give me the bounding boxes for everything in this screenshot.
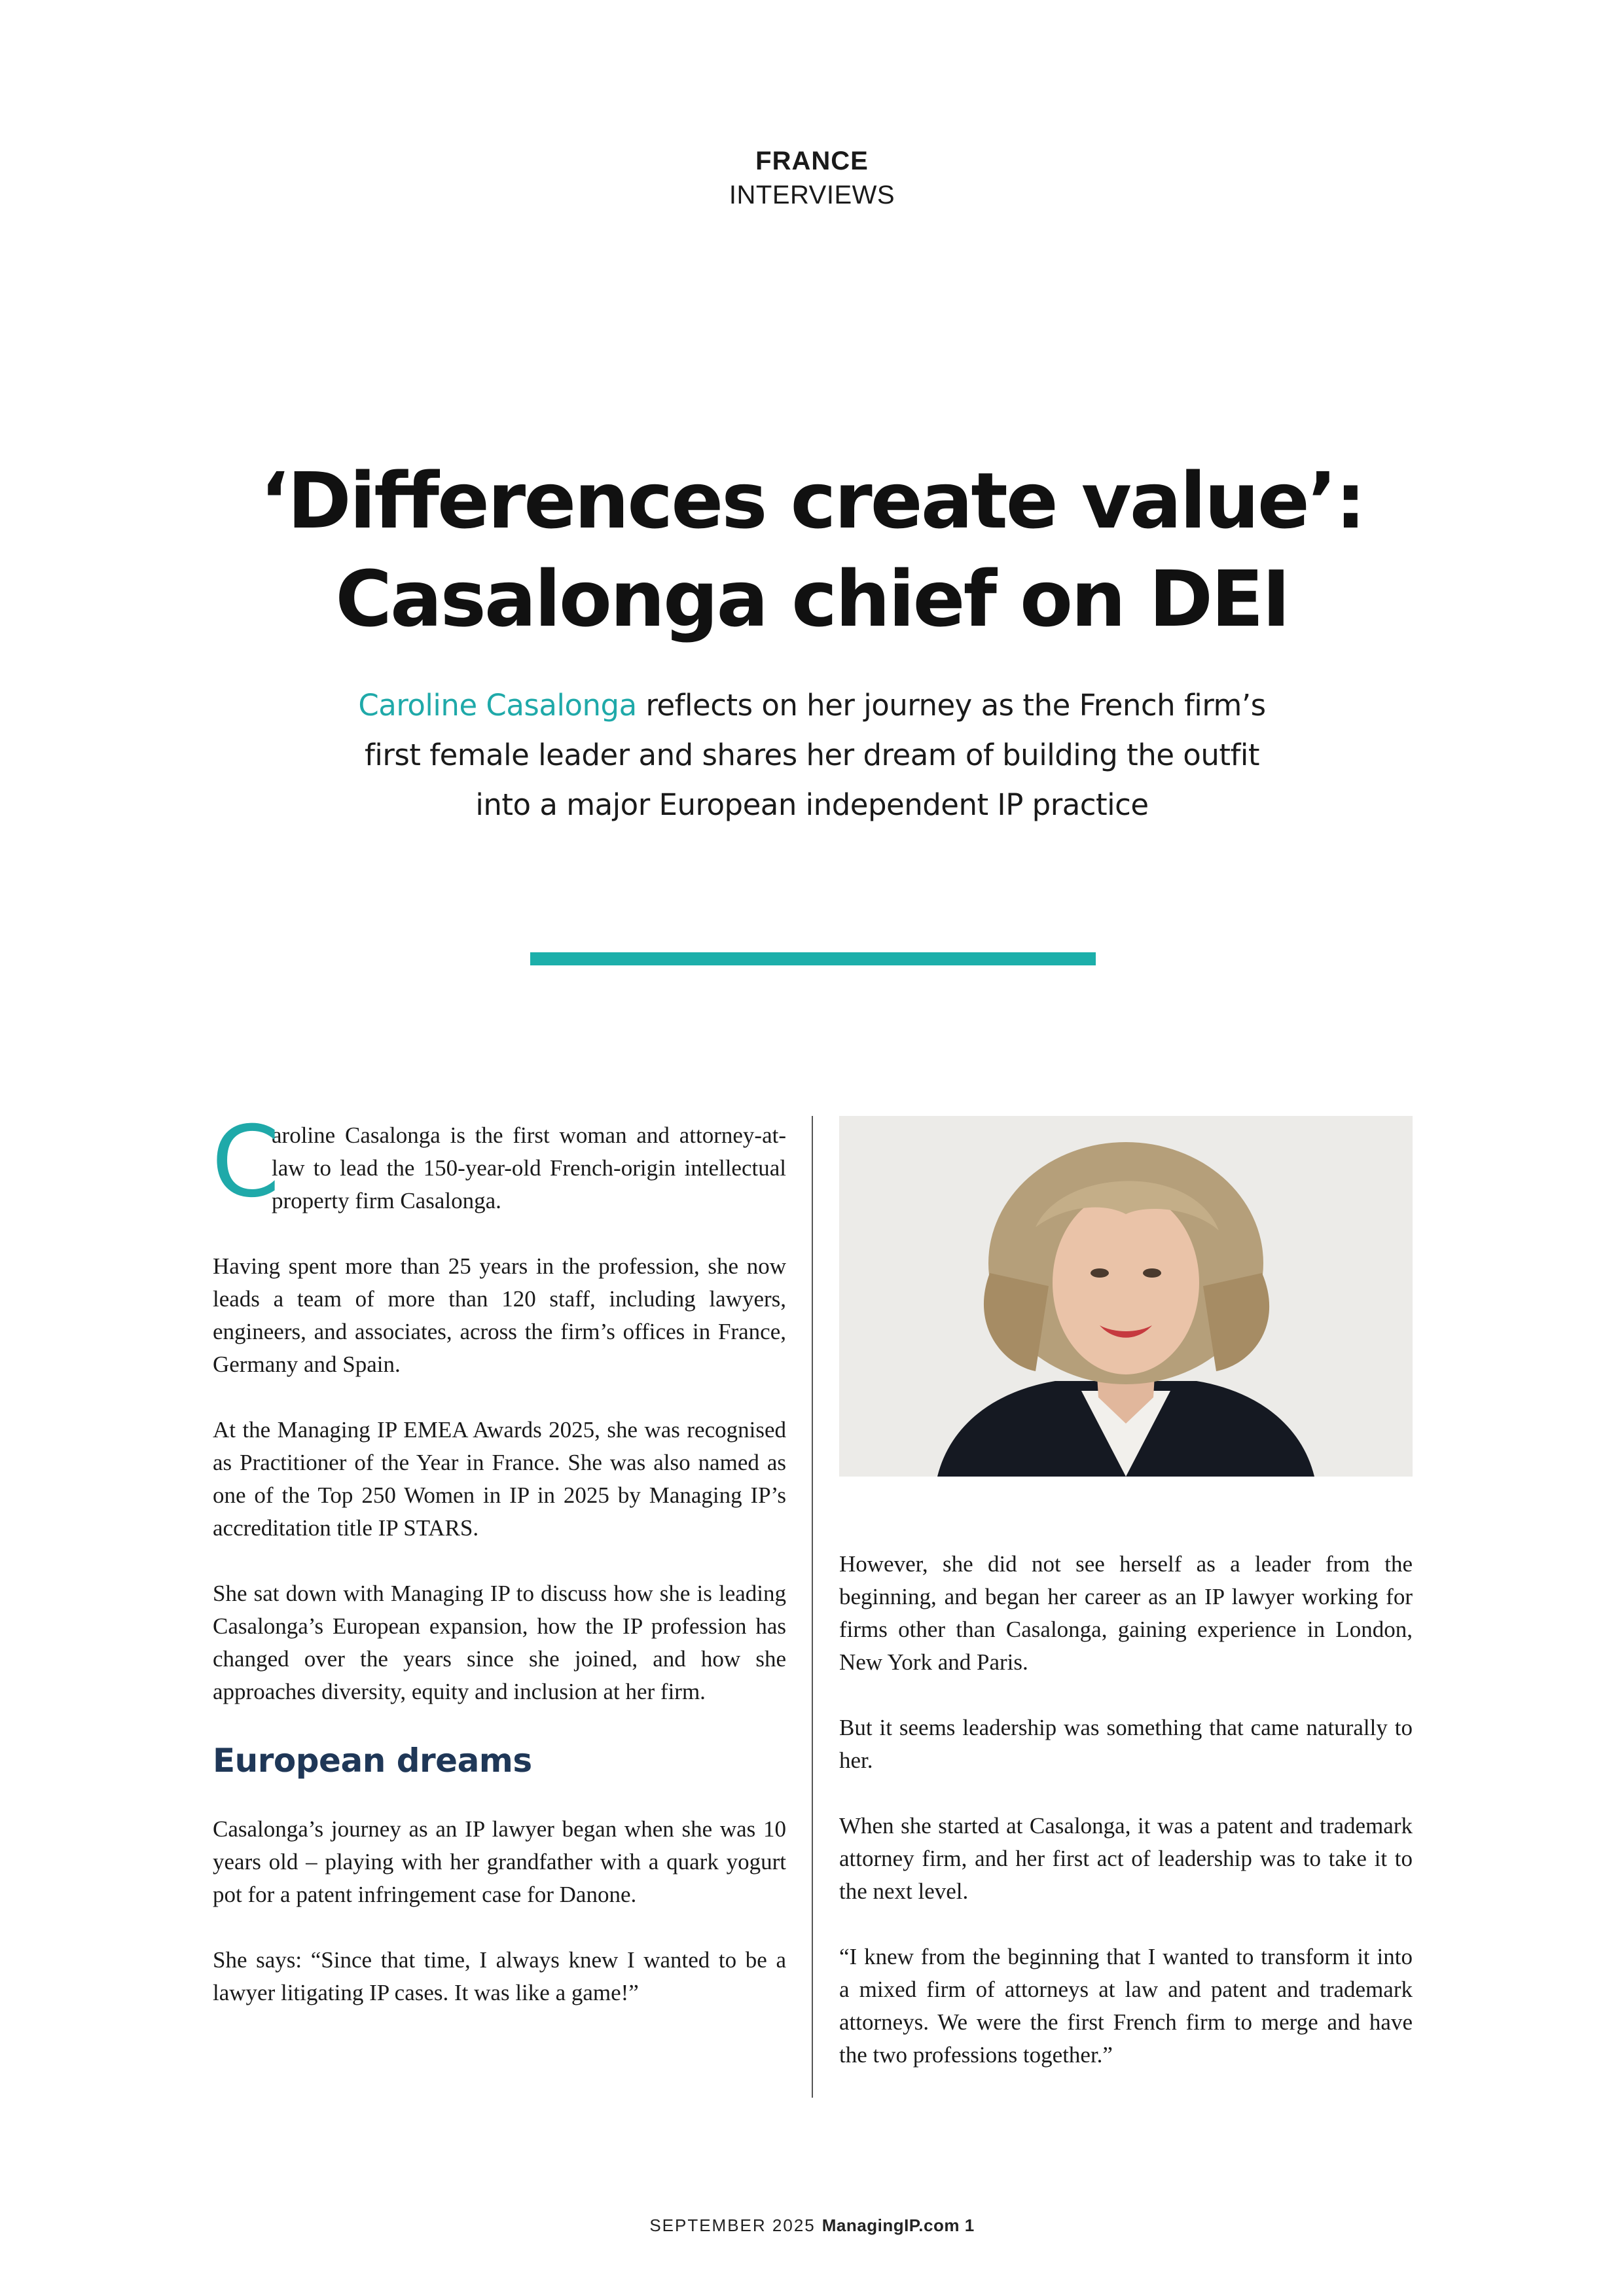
article-column-right: [839, 1548, 1413, 2104]
column-divider: [812, 1116, 813, 2098]
body-paragraph: Having spent more than 25 years in the profession, she now leads a team of more than 120 staff, including lawyers, engineers, and associates, across the firm’s offices in France, Germany and Spain.: [213, 1253, 786, 1377]
standfirst-subject-name: Caroline Casalonga: [358, 688, 637, 723]
body-paragraph: But it seems leadership was something that came naturally to her.: [839, 1715, 1413, 1773]
page-footer: [0, 2215, 1624, 2236]
intro-paragraph: [211, 1105, 786, 1219]
drop-cap: C: [211, 1105, 280, 1219]
body-paragraph: At the Managing IP EMEA Awards 2025, she was recognised as Practitioner of the Year in France. She was also named as one of the Top 250 Women in IP in 2025 by Managing IP’s accreditation title IP STARS.: [213, 1417, 786, 1541]
accent-rule: [530, 952, 1096, 965]
footer-issue: SEPTEMBER 2025: [649, 2215, 816, 2235]
article-headline: [0, 452, 1624, 648]
article-standfirst: [340, 681, 1284, 830]
body-paragraph: However, she did not see herself as a leader from the beginning, and began her career as an IP lawyer working for firms other than Casalonga, gaining experience in London, New York and Paris.: [839, 1551, 1413, 1675]
section-header: [0, 144, 1624, 212]
headline-line-2: Casalonga chief on DEI: [335, 554, 1289, 644]
headline-line-1: ‘Differences create value’:: [260, 456, 1364, 546]
standfirst-text: reflects on her journey as the French firm’s first female leader and shares her dream of building the outfit into a major European independent IP practice: [365, 688, 1266, 822]
section-category: INTERVIEWS: [729, 181, 895, 209]
body-paragraph: Casalonga’s journey as an IP lawyer began when she was 10 years old – playing with her grandfather with a quark yogurt pot for a patent infringement case for Danone.: [213, 1816, 786, 1907]
portrait-illustration: [839, 1116, 1413, 1477]
portrait-photo: [839, 1116, 1413, 1477]
body-paragraph: “I knew from the beginning that I wanted to transform it into a mixed firm of attorneys at law and patent and trademark attorneys. We were the first French firm to merge and have the two professions together.”: [839, 1944, 1413, 2068]
body-paragraph: She says: “Since that time, I always knew I wanted to be a lawyer litigating IP cases. It was like a game!”: [213, 1947, 786, 2005]
article-column-left: [211, 1105, 786, 2042]
intro-text: aroline Casalonga is the first woman and attorney-at-law to lead the 150-year-old French-origin intellectual property firm Casalonga.: [272, 1122, 786, 1213]
body-paragraph: When she started at Casalonga, it was a patent and trademark attorney firm, and her first act of leadership was to take it to the next level.: [839, 1813, 1413, 1904]
footer-site-link[interactable]: ManagingIP.com 1: [821, 2215, 975, 2235]
section-country: FRANCE: [755, 147, 869, 175]
section-subhead: European dreams: [213, 1742, 532, 1780]
body-paragraph: She sat down with Managing IP to discuss how she is leading Casalonga’s European expansion, how the IP profession has changed over the years since she joined, and how she approaches diversity, equity and inclusion at her firm.: [213, 1581, 786, 1704]
